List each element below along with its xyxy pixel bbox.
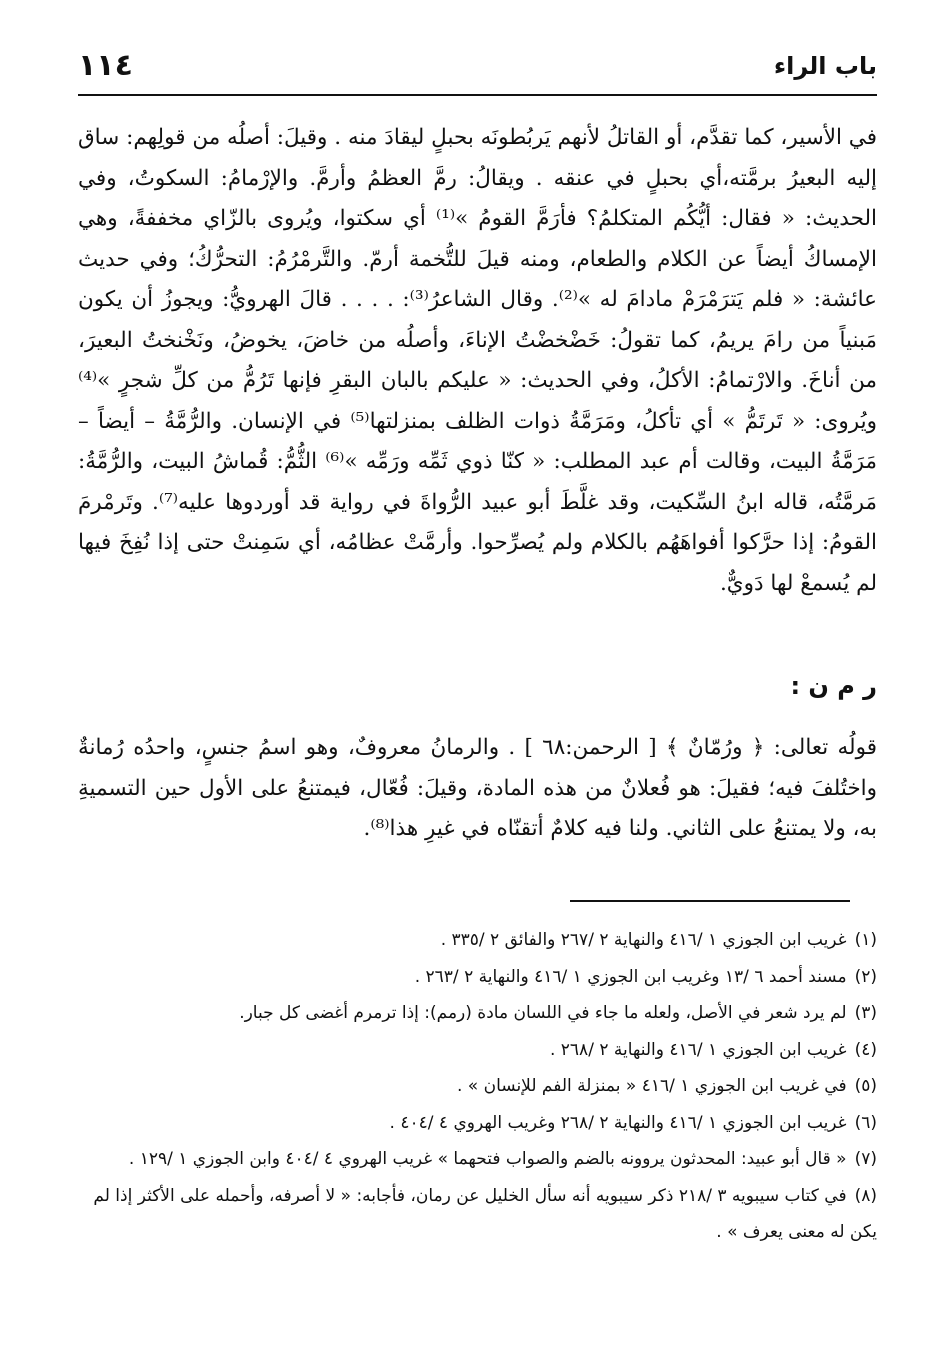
footnote-text: في كتاب سيبويه ٣ /٢١٨ ذكر سيبويه أنه سأل الخليل عن رمان، فأجابه: « لا أصرفه، وأحمله على الأكثر إذا لم يكن له معنى يعرف » . xyxy=(93,1185,877,1242)
footnote xyxy=(70,922,877,959)
footnote-text: لم يرد شعر في الأصل، ولعله ما جاء في اللسان مادة (رمم): إذا ترمرم أغضى كل جبار. xyxy=(239,1003,847,1023)
footnote-text: « قال أبو عبيد: المحدثون يروونه بالضم والصواب فتحهما » غريب الهروي ٤ /٤٠٤ وابن الجوزي ١ /١٢٩ . xyxy=(128,1149,847,1169)
footnote-text: غريب ابن الجوزي ١ /٤١٦ والنهاية ٢ /٢٦٨ وغريب الهروي ٤ /٤٠٤ . xyxy=(389,1112,847,1133)
footnote-number: (٣) xyxy=(854,1003,877,1023)
paragraph: في الأسير، كما تقدَّم، أو القاتلُ لأنهم يَربُطونَه بحبلٍ ليقادَ منه . وقيلَ: أصلُه من قولِهم: ساق إليه البعيرُ برمَّته،أي بحبلٍ في عنقه . ويقالُ: رمَّ العظمُ وأرمَّ. والإرْمامُ: السكوتُ، وفي الحديث: « فقال: أيُّكُم المتكلمُ؟ فأرَمَّ القومُ »⁽¹⁾ أي سكتوا، ويُروى بالزّاي مخففةً، وهي الإمساكُ أيضاً عن الكلام والطعام، ومنه قيلَ للتُّخمة أرمّ. والتَّرمْرُمُ: التحرُّكُ؛ وفي حديث عائشة: « فلم يَترَمْرَمْ مادامَ له »⁽²⁾. وقال الشاعرُ⁽³⁾: . . . . قالَ الهرويُّ: ويجوزُ أن يكون مَبنياً من رامَ يريمُ، كما تقولُ: خَضْخضْتُ الإناءَ، وأصلُه من خاضَ، يخوضُ، ونَخْنختُ البعيرَ، من أناخَ. والارْتمامُ: الأكلُ، وفي الحديث: « عليكم بالبان البقرِ فإنها تَرُمُّ من كلِّ شجرٍ »⁽⁴⁾ ويُروى: « تَرتَمُّ » أي تأكلُ، ومَرَمَّةُ ذوات الظلف بمنزلتها⁽⁵⁾ في الإنسان. والرُّمَّةُ – أيضاً – مَرَمَّةُ البيت، وقالت أم عبد المطلب: « كنّا ذوي ثَمِّه ورَمِّه »⁽⁶⁾ الثُّمُّ: قُماشُ البيت، والرُّمَّةُ: مَرمَّتُه، قاله ابنُ السِّكيت، وقد غلَّطَ أبو عبيد الرُّواةَ في رواية قد أوردوها عليه⁽⁷⁾. وتَرمْرمَ القومُ: إذا حرَّكوا أفواهَهُم بالكلام ولم يُصرِّحوا. وأرمَّتْ عظامُه، أي سَمِنتْ حتى إذا نُفِخَ فيها لم يُسمعْ لها دَويٌّ. xyxy=(78,125,877,596)
footnote-separator xyxy=(570,900,850,902)
footnote xyxy=(70,1105,877,1142)
main-text xyxy=(78,118,877,604)
paragraph: قولُه تعالى: ﴿ ورُمّانٌ ﴾ [ الرحمن:٦٨ ] . والرمانُ معروفٌ، وهو اسمُ جنسٍ، واحدُه رُمانةٌ واختُلفَ فيه؛ فقيلَ: هو فُعلانٌ من هذه المادة، وقيلَ: فُعّال، فيمتنعُ على الأول حين التسميةِ به، ولا يمتنعُ على الثاني. ولنا فيه كلامٌ أتقنّاه في غيرِ هذا⁽⁸⁾. xyxy=(78,735,877,841)
footnote xyxy=(70,959,877,996)
section-title: باب الراء xyxy=(773,52,877,80)
footnote-number: (٤) xyxy=(854,1039,877,1060)
page-number: ١١٤ xyxy=(78,48,133,83)
footnote-number: (٨) xyxy=(854,1185,877,1206)
footnote-number: (٧) xyxy=(854,1149,877,1169)
footnote-text: في غريب ابن الجوزي ١ /٤١٦ « بمنزلة الفم للإنسان » . xyxy=(457,1076,847,1096)
page-header xyxy=(78,48,877,96)
footnote-text: مسند أحمد ٦ /١٣ وغريب ابن الجوزي ١ /٤١٦ والنهاية ٢ /٢٦٣ . xyxy=(414,966,847,987)
footnote xyxy=(70,995,877,1032)
footnote-text: غريب ابن الجوزي ١ /٤١٦ والنهاية ٢ /٢٦٨ . xyxy=(549,1039,847,1060)
footnote xyxy=(70,1141,877,1178)
footnote-number: (٥) xyxy=(854,1076,877,1096)
footnote xyxy=(70,1032,877,1069)
footnote xyxy=(70,1068,877,1105)
footnote xyxy=(70,1178,877,1251)
footnote-number: (٦) xyxy=(854,1112,877,1133)
entry-heading: ر م ن : xyxy=(790,672,877,700)
main-text-continued xyxy=(78,728,877,850)
footnote-number: (١) xyxy=(854,930,877,950)
footnote-text: غريب ابن الجوزي ١ /٤١٦ والنهاية ٢ /٢٦٧ والفائق ٢ /٣٣٥ . xyxy=(440,930,847,950)
footnote-number: (٢) xyxy=(854,966,877,987)
footnotes xyxy=(70,922,877,1251)
